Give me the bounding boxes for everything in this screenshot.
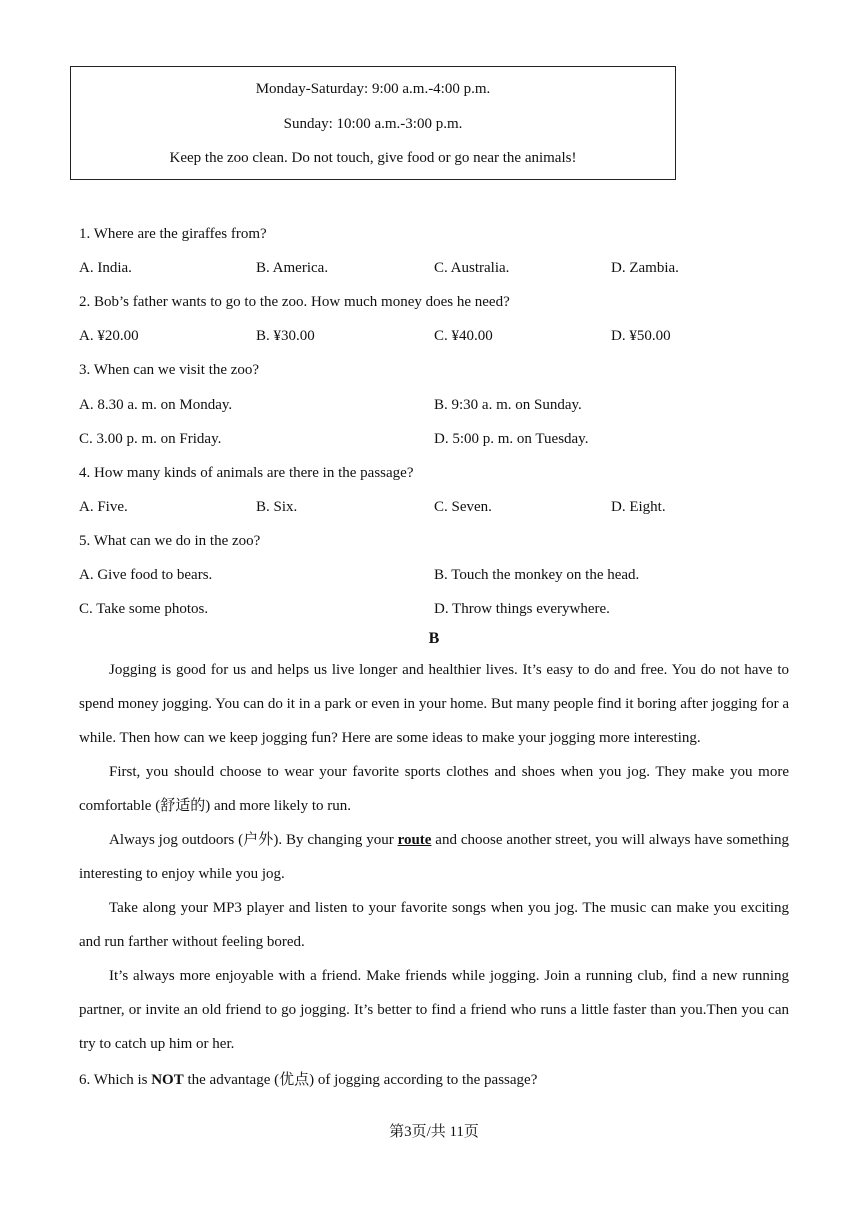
question-3-option-c: C. 3.00 p. m. on Friday. [79, 431, 222, 447]
passage-paragraph-1: Jogging is good for us and helps us live longer and healthier lives. It’s easy to do and free. You do not have to spend money jogging. You can do it in a park or even in your home. But many people find it boring after jogging for a while. Then how can we keep jogging fun? Here are some ideas to make your jogging more interesting. [79, 662, 789, 746]
underlined-word-route: route [397, 832, 432, 848]
paragraph-3-text-after: and choose another street, you will always have something interesting to enjoy while you jog. [79, 832, 790, 882]
question-1-option-b: B. America. [256, 260, 329, 276]
question-1-option-d: D. Zambia. [611, 260, 679, 276]
question-1-option-c: C. Australia. [434, 260, 510, 276]
question-2-option-a: A. ¥20.00 [79, 328, 139, 344]
passage-paragraph-5: It’s always more enjoyable with a friend. Make friends while jogging. Join a running club, find a new running partner, or invite an old friend to go jogging. It’s better to find a friend who runs a little faster than you.Then you can try to catch up him or her. [79, 968, 789, 1052]
question-5-option-b: B. Touch the monkey on the head. [434, 567, 640, 583]
passage-paragraph-4: Take along your MP3 player and listen to your favorite songs when you jog. The music can make you exciting and run farther without feeling bored. [79, 900, 789, 950]
question-6-emphasis: NOT [151, 1072, 184, 1088]
notice-weekday-hours: Monday-Saturday: 9:00 a.m.-4:00 p.m. [255, 81, 491, 97]
passage-paragraph-3 [79, 823, 789, 891]
question-5-stem: 5. What can we do in the zoo? [79, 533, 261, 549]
question-2-option-b: B. ¥30.00 [256, 328, 315, 344]
question-1-option-a: A. India. [79, 260, 132, 276]
paragraph-3-text-before: Always jog outdoors (户外). By changing your [109, 832, 398, 848]
question-3-option-a: A. 8.30 a. m. on Monday. [79, 397, 233, 413]
question-6-stem [79, 1071, 537, 1089]
question-5-option-a: A. Give food to bears. [79, 567, 213, 583]
question-3-option-b: B. 9:30 a. m. on Sunday. [434, 397, 582, 413]
question-6-prefix: 6. Which is [79, 1072, 152, 1088]
section-b-heading: B [428, 630, 440, 647]
question-2-stem: 2. Bob’s father wants to go to the zoo. How much money does he need? [79, 294, 510, 310]
zoo-notice-box [70, 66, 676, 180]
passage-paragraph-2: First, you should choose to wear your favorite sports clothes and shoes when you jog. They make you more comfortable (舒适的) and more likely to run. [79, 764, 789, 814]
question-4-option-a: A. Five. [79, 499, 128, 515]
question-2-option-d: D. ¥50.00 [611, 328, 671, 344]
question-4-option-d: D. Eight. [611, 499, 666, 515]
question-1-stem: 1. Where are the giraffes from? [79, 226, 267, 242]
notice-sunday-hours: Sunday: 10:00 a.m.-3:00 p.m. [283, 116, 463, 132]
question-4-option-c: C. Seven. [434, 499, 492, 515]
question-3-stem: 3. When can we visit the zoo? [79, 362, 260, 378]
question-4-stem: 4. How many kinds of animals are there in the passage? [79, 465, 414, 481]
question-4-option-b: B. Six. [256, 499, 298, 515]
question-3-option-d: D. 5:00 p. m. on Tuesday. [434, 431, 589, 447]
question-2-option-c: C. ¥40.00 [434, 328, 493, 344]
question-5-option-c: C. Take some photos. [79, 601, 209, 617]
question-6-suffix: the advantage (优点) of jogging according to the passage? [183, 1072, 538, 1088]
question-5-option-d: D. Throw things everywhere. [434, 601, 610, 617]
page-number-footer: 第3页/共 11页 [389, 1124, 479, 1140]
notice-rules: Keep the zoo clean. Do not touch, give food or go near the animals! [169, 150, 577, 166]
